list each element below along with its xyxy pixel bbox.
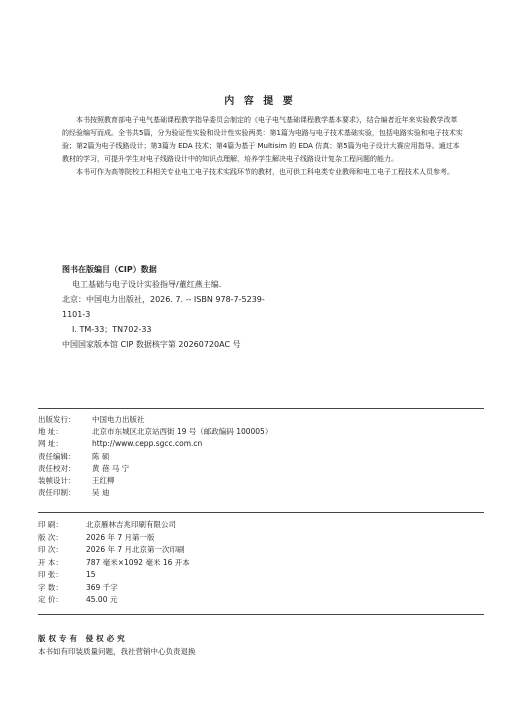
cip-pubinfo: 北京：中国电力出版社，2026. 7. -- ISBN 978-7-5239- [62,295,265,304]
page-title: 内 容 提 要 [224,96,296,107]
copyright-block [38,632,196,658]
price-row: 定 价： 45.00 元 [38,595,118,604]
printer-row: 印 刷： 北京雁林吉兆印刷有限公司 [38,520,176,529]
abstract-paragraph: 本书可作为高等院校工科相关专业电工电子技术实践环节的教材，也可供工科电类专业教师和电工电子工程技术人员参考。 [76,168,454,176]
proofreader-row: 责任校对： 黄 蓓 马 宁 [38,463,130,473]
format-row: 开 本： 787 毫米×1092 毫米 16 开本 [38,557,190,567]
cip-pubinfo-cont: 1101-3 [62,310,91,319]
sheets-row: 印 张： 15 [38,570,96,579]
divider [38,512,484,513]
abstract-paragraph: 本书按照教育部电子电气基础课程教学指导委员会制定的《电子电气基础课程教学基本要求》，结合编者近年来实验教学改革的经验编写而成。全书共5篇，分为验证性实验和设计性实验两类：第1篇为电路与电子技术基础实验，包括电路实验和电子技术实验；第2篇为电子线路设计；第3篇为 EDA 技术；第4篇为基于 Multisim 的 EDA 仿真；第5篇为电子设计大赛应用指导。通过本教材的学习，可提升学生对电子线路设计中的知识点理解，培养学生解决电子线路设计复杂工程问题的能力。 [62,116,463,163]
cip-classification: Ⅰ. TM-33；TN702-33 [72,325,152,334]
publisher-info [38,414,272,499]
print-manager-row: 责任印制： 吴 迪 [38,488,110,498]
cip-heading: 图书在版编目（CIP）数据 [62,265,157,274]
printing-info [38,519,190,607]
copyright-notice: 本书如有印装质量问题，我社营销中心负责退换 [38,647,196,656]
cip-block [62,262,265,352]
editor-row: 责任编辑： 陈 硕 [38,451,110,461]
impression-row: 印 次： 2026 年 7 月北京第一次印刷 [38,545,185,554]
publisher-row: 出版发行： 中国电力出版社 [38,415,145,424]
edition-row: 版 次： 2026 年 7 月第一版 [38,532,155,542]
copyright-heading: 版权专有 侵权必究 [38,634,128,643]
abstract [62,114,464,179]
word-count-row: 字 数： 369 千字 [38,582,118,592]
divider [38,408,484,409]
designer-row: 装帧设计： 王红柳 [38,476,115,486]
cip-book: 电工基础与电子设计实验指导/董红燕主编. [72,280,222,289]
divider [38,614,484,615]
website-row: 网 址： http://www.cepp.sgcc.com.cn [38,439,203,449]
cip-record: 中国国家版本馆 CIP 数据核字第 20260720AC 号 [62,340,241,349]
address-row: 地 址： 北京市东城区北京站西街 19 号（邮政编码 100005） [38,427,273,437]
